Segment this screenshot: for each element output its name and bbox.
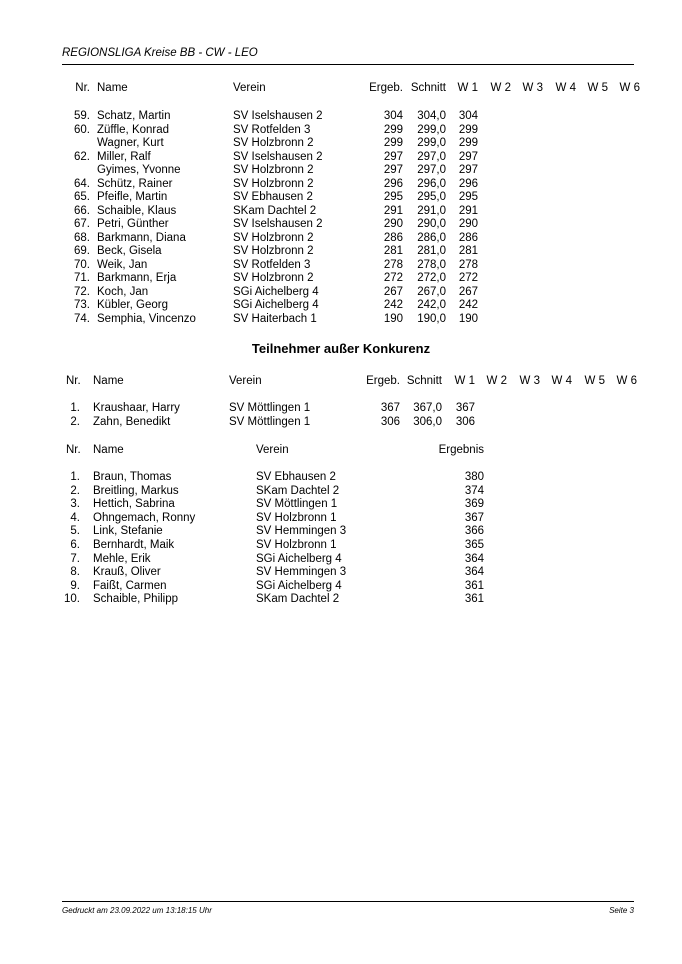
col-w3: W 3 xyxy=(519,375,540,387)
row-rank: 71. xyxy=(74,272,90,284)
row-result: 267 xyxy=(383,285,403,298)
row-club: SV Ebhausen 2 xyxy=(256,471,336,483)
row-name: Pfeifle, Martin xyxy=(97,191,168,203)
document-header-title: REGIONSLIGA Kreise BB - CW - LEO xyxy=(62,47,258,59)
row-name: Barkmann, Erja xyxy=(97,272,177,284)
row-result: 361 xyxy=(464,593,484,606)
row-name: Hettich, Sabrina xyxy=(93,498,175,511)
row-w1: 190 xyxy=(458,312,478,325)
col-name: Name xyxy=(97,82,128,94)
row-average: 290,0 xyxy=(417,218,446,230)
row-rank: 66. xyxy=(74,204,90,217)
row-average: 295,0 xyxy=(417,191,446,203)
col-schnitt: Schnitt xyxy=(410,82,446,94)
row-rank: 69. xyxy=(74,245,90,257)
col-w3: W 3 xyxy=(522,82,543,94)
col-nr: Nr. xyxy=(75,82,90,94)
row-w1: 267 xyxy=(458,285,478,298)
row-rank: 65. xyxy=(74,191,90,203)
row-club: SV Holzbronn 1 xyxy=(256,539,337,551)
row-result: 299 xyxy=(383,137,403,149)
row-result: 291 xyxy=(383,204,403,217)
col-ergebnis: Ergebnis xyxy=(438,444,484,456)
row-club: SV Möttlingen 1 xyxy=(229,402,311,414)
row-name: Link, Stefanie xyxy=(93,525,163,538)
row-w1: 286 xyxy=(458,231,478,244)
col-w4: W 4 xyxy=(555,82,576,94)
col-ergeb: Ergeb. xyxy=(366,375,400,387)
row-club: SV Iselshausen 2 xyxy=(233,218,323,230)
row-rank: 1. xyxy=(70,402,80,414)
row-result: 364 xyxy=(464,566,484,579)
row-average: 299,0 xyxy=(417,123,446,136)
row-rank: 73. xyxy=(74,299,90,311)
row-result: 361 xyxy=(464,579,484,592)
row-w1: 290 xyxy=(458,218,478,230)
row-name: Schütz, Rainer xyxy=(97,177,173,190)
row-w1: 367 xyxy=(455,402,475,414)
col-w5: W 5 xyxy=(587,82,608,94)
row-rank: 72. xyxy=(74,285,90,298)
row-rank: 9. xyxy=(70,579,80,592)
row-result: 286 xyxy=(383,231,403,244)
row-club: SV Holzbronn 2 xyxy=(233,272,314,284)
col-w2: W 2 xyxy=(490,82,511,94)
row-club: SV Hemmingen 3 xyxy=(256,566,347,579)
row-result: 295 xyxy=(383,191,403,203)
row-average: 291,0 xyxy=(417,204,446,217)
row-result: 364 xyxy=(464,552,484,565)
row-club: SV Holzbronn 2 xyxy=(233,177,314,190)
row-average: 367,0 xyxy=(413,402,442,414)
row-name: Breitling, Markus xyxy=(93,484,179,497)
row-club: SV Rotfelden 3 xyxy=(233,123,311,136)
col-w6: W 6 xyxy=(616,375,637,387)
row-rank: 62. xyxy=(74,150,90,163)
col-verein: Verein xyxy=(229,375,262,387)
row-rank: 1. xyxy=(70,471,80,483)
row-name: Bernhardt, Maik xyxy=(93,539,175,551)
row-w1: 272 xyxy=(458,272,478,284)
row-rank: 4. xyxy=(70,511,80,524)
row-average: 190,0 xyxy=(417,312,446,325)
row-rank: 64. xyxy=(74,177,90,190)
row-result: 365 xyxy=(464,539,484,551)
row-w1: 306 xyxy=(455,415,475,428)
col-ergeb: Ergeb. xyxy=(369,82,403,94)
row-name: Petri, Günther xyxy=(97,218,169,230)
row-club: SV Holzbronn 2 xyxy=(233,164,314,176)
row-w1: 291 xyxy=(458,204,478,217)
row-average: 267,0 xyxy=(417,285,446,298)
row-w1: 278 xyxy=(458,258,478,271)
section-title: Teilnehmer außer Konkurenz xyxy=(251,341,431,356)
row-name: Barkmann, Diana xyxy=(97,231,186,244)
col-w5: W 5 xyxy=(584,375,605,387)
row-name: Wagner, Kurt xyxy=(97,137,164,149)
row-club: SGi Aichelberg 4 xyxy=(256,579,342,592)
row-rank: 68. xyxy=(74,231,90,244)
row-average: 297,0 xyxy=(417,164,446,176)
col-nr: Nr. xyxy=(66,444,81,456)
col-w1: W 1 xyxy=(454,375,475,387)
row-name: Miller, Ralf xyxy=(97,150,151,163)
row-club: SKam Dachtel 2 xyxy=(233,204,317,217)
footer-rule xyxy=(62,901,634,902)
row-result: 367 xyxy=(380,402,400,414)
row-club: SV Holzbronn 1 xyxy=(256,511,337,524)
row-result: 380 xyxy=(464,471,484,483)
row-w1: 299 xyxy=(458,137,478,149)
row-club: SV Hemmingen 3 xyxy=(256,525,347,538)
row-club: SV Haiterbach 1 xyxy=(233,312,317,325)
row-club: SKam Dachtel 2 xyxy=(256,593,340,606)
row-name: Weik, Jan xyxy=(97,258,148,271)
row-result: 304 xyxy=(383,110,403,122)
row-rank: 2. xyxy=(70,484,80,497)
row-club: SGi Aichelberg 4 xyxy=(233,285,319,298)
row-result: 297 xyxy=(383,164,403,176)
col-name: Name xyxy=(93,375,124,387)
row-w1: 296 xyxy=(458,177,478,190)
row-name: Züffle, Konrad xyxy=(97,123,170,136)
row-average: 299,0 xyxy=(417,137,446,149)
row-average: 278,0 xyxy=(417,258,446,271)
row-result: 299 xyxy=(383,123,403,136)
row-result: 242 xyxy=(383,299,403,311)
row-rank: 59. xyxy=(74,110,90,122)
row-result: 367 xyxy=(464,511,484,524)
row-average: 306,0 xyxy=(413,415,442,428)
row-average: 272,0 xyxy=(417,272,446,284)
row-average: 286,0 xyxy=(417,231,446,244)
row-w1: 299 xyxy=(458,123,478,136)
row-w1: 295 xyxy=(458,191,478,203)
row-name: Schaible, Klaus xyxy=(97,204,177,217)
row-club: SGi Aichelberg 4 xyxy=(256,552,342,565)
row-rank: 2. xyxy=(70,415,80,428)
row-rank: 70. xyxy=(74,258,90,271)
row-name: Kraushaar, Harry xyxy=(93,402,180,414)
row-result: 297 xyxy=(383,150,403,163)
row-result: 278 xyxy=(383,258,403,271)
row-club: SV Holzbronn 2 xyxy=(233,245,314,257)
row-club: SGi Aichelberg 4 xyxy=(233,299,319,311)
page-number: Seite 3 xyxy=(609,906,634,915)
row-w1: 304 xyxy=(458,110,478,122)
row-club: SV Iselshausen 2 xyxy=(233,150,323,163)
row-result: 366 xyxy=(464,525,484,538)
row-club: SV Möttlingen 1 xyxy=(229,415,311,428)
row-rank: 3. xyxy=(70,498,80,511)
row-result: 290 xyxy=(383,218,403,230)
col-verein: Verein xyxy=(233,82,266,94)
row-result: 306 xyxy=(380,415,400,428)
row-rank: 74. xyxy=(74,312,90,325)
row-result: 296 xyxy=(383,177,403,190)
row-name: Beck, Gisela xyxy=(97,245,162,257)
row-average: 304,0 xyxy=(417,110,446,122)
row-name: Schatz, Martin xyxy=(97,110,171,122)
col-name: Name xyxy=(93,444,124,456)
row-name: Schaible, Philipp xyxy=(93,593,179,606)
row-w1: 297 xyxy=(458,150,478,163)
row-result: 281 xyxy=(383,245,403,257)
row-club: SV Rotfelden 3 xyxy=(233,258,311,271)
col-nr: Nr. xyxy=(66,375,81,387)
row-name: Semphia, Vincenzo xyxy=(97,312,196,325)
row-club: SV Holzbronn 2 xyxy=(233,231,314,244)
row-average: 281,0 xyxy=(417,245,446,257)
row-name: Kübler, Georg xyxy=(97,299,168,311)
row-result: 272 xyxy=(383,272,403,284)
row-rank: 5. xyxy=(70,525,80,538)
col-w6: W 6 xyxy=(619,82,640,94)
row-rank: 7. xyxy=(70,552,80,565)
row-result: 374 xyxy=(464,484,484,497)
row-rank: 10. xyxy=(64,593,80,606)
row-result: 369 xyxy=(464,498,484,511)
row-rank: 60. xyxy=(74,123,90,136)
col-w1: W 1 xyxy=(457,82,478,94)
row-w1: 297 xyxy=(458,164,478,176)
row-rank: 6. xyxy=(70,539,80,551)
row-club: SV Möttlingen 1 xyxy=(256,498,338,511)
header-rule xyxy=(62,64,634,65)
row-name: Krauß, Oliver xyxy=(93,566,161,579)
col-verein: Verein xyxy=(256,444,289,456)
col-w2: W 2 xyxy=(486,375,507,387)
row-club: SV Iselshausen 2 xyxy=(233,110,323,122)
col-w4: W 4 xyxy=(551,375,572,387)
row-name: Gyimes, Yvonne xyxy=(97,164,181,176)
row-rank: 8. xyxy=(70,566,80,579)
row-w1: 242 xyxy=(458,299,478,311)
row-club: SKam Dachtel 2 xyxy=(256,484,340,497)
row-name: Braun, Thomas xyxy=(93,471,172,483)
row-club: SV Ebhausen 2 xyxy=(233,191,313,203)
row-average: 242,0 xyxy=(417,299,446,311)
print-timestamp: Gedruckt am 23.09.2022 um 13:18:15 Uhr xyxy=(62,906,212,915)
row-name: Ohngemach, Ronny xyxy=(93,511,196,524)
row-rank: 67. xyxy=(74,218,90,230)
row-w1: 281 xyxy=(458,245,478,257)
row-club: SV Holzbronn 2 xyxy=(233,137,314,149)
row-average: 296,0 xyxy=(417,177,446,190)
row-name: Faißt, Carmen xyxy=(93,579,167,592)
row-name: Koch, Jan xyxy=(97,285,149,298)
row-result: 190 xyxy=(383,312,403,325)
row-average: 297,0 xyxy=(417,150,446,163)
row-name: Zahn, Benedikt xyxy=(93,415,171,428)
col-schnitt: Schnitt xyxy=(406,375,442,387)
row-name: Mehle, Erik xyxy=(93,552,151,565)
